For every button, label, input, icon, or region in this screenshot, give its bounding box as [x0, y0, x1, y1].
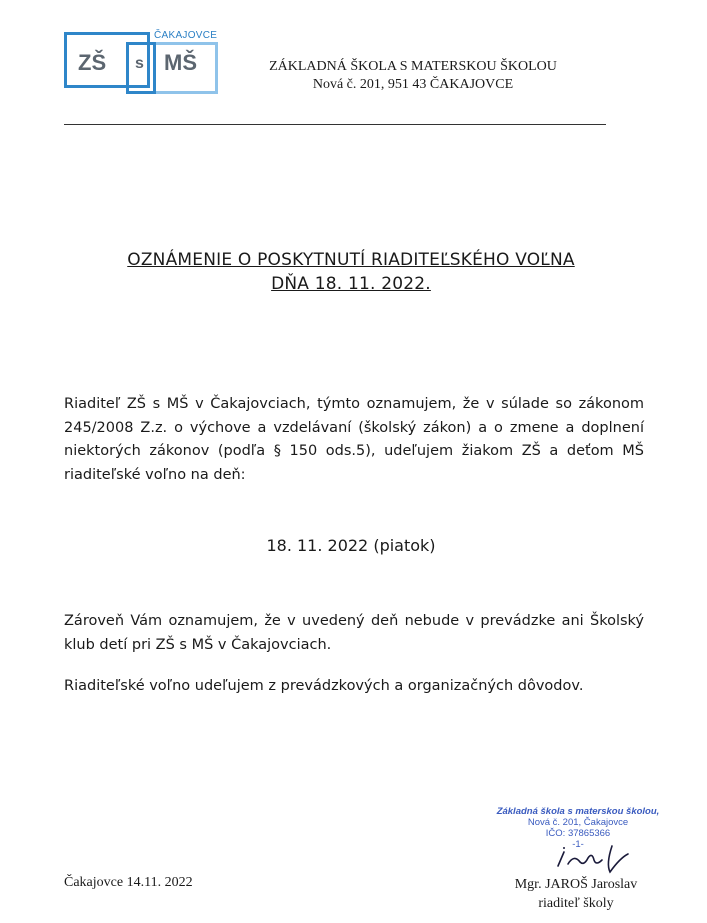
- school-address: Nová č. 201, 951 43 ČAKAJOVCE: [312, 77, 514, 92]
- club-closure-paragraph: Zároveň Vám oznamujem, že v uvedený deň nebude v prevádzke ani Školský klub detí pri ZŠ s MŠ v Čakajovciach.: [64, 613, 644, 653]
- place-and-date: Čakajovce 14.11. 2022: [64, 875, 193, 890]
- notice-title-line1: OZNÁMENIE O POSKYTNUTÍ RIADITEĽSKÉHO VOĽNA: [127, 250, 575, 270]
- announcement-paragraph: Riaditeľ ZŠ s MŠ v Čakajovciach, týmto oznamujem, že v súlade so zákonom 245/2008 Z.z. o výchove a vzdelávaní (školský zákon) a o zmene a doplnení niektorých zákonov (podľa § 150 ods.5), udeľujem žiakom ZŠ a deťom MŠ riaditeľské voľno na deň:: [64, 396, 644, 483]
- stamp-line-address: Nová č. 201, Čakajovce: [527, 817, 629, 828]
- header-divider: [64, 124, 606, 125]
- holiday-date: 18. 11. 2022 (piatok): [266, 536, 436, 555]
- signer-role: riaditeľ školy: [538, 896, 614, 911]
- logo-zs: ZŠ: [78, 50, 107, 75]
- signer-block: [496, 875, 656, 913]
- logo-ms: MŠ: [164, 50, 197, 75]
- stamp-line-school: Základná škola s materskou školou,: [496, 806, 660, 817]
- notice-title-line2: DŇA 18. 11. 2022.: [271, 274, 431, 294]
- school-logo: [64, 30, 220, 94]
- logo-s: s: [135, 55, 144, 72]
- school-name: ZÁKLADNÁ ŠKOLA S MATERSKOU ŠKOLOU: [269, 59, 557, 74]
- signer-name: Mgr. JAROŠ Jaroslav: [514, 877, 638, 892]
- logo-town: ČAKAJOVCE: [154, 30, 218, 41]
- reason-paragraph: Riaditeľské voľno udeľujem z prevádzkových a organizačných dôvodov.: [64, 678, 584, 694]
- stamp-line-number: -1-: [572, 839, 584, 850]
- stamp-line-ico: IČO: 37865366: [545, 828, 611, 839]
- handwritten-signature: [550, 838, 646, 878]
